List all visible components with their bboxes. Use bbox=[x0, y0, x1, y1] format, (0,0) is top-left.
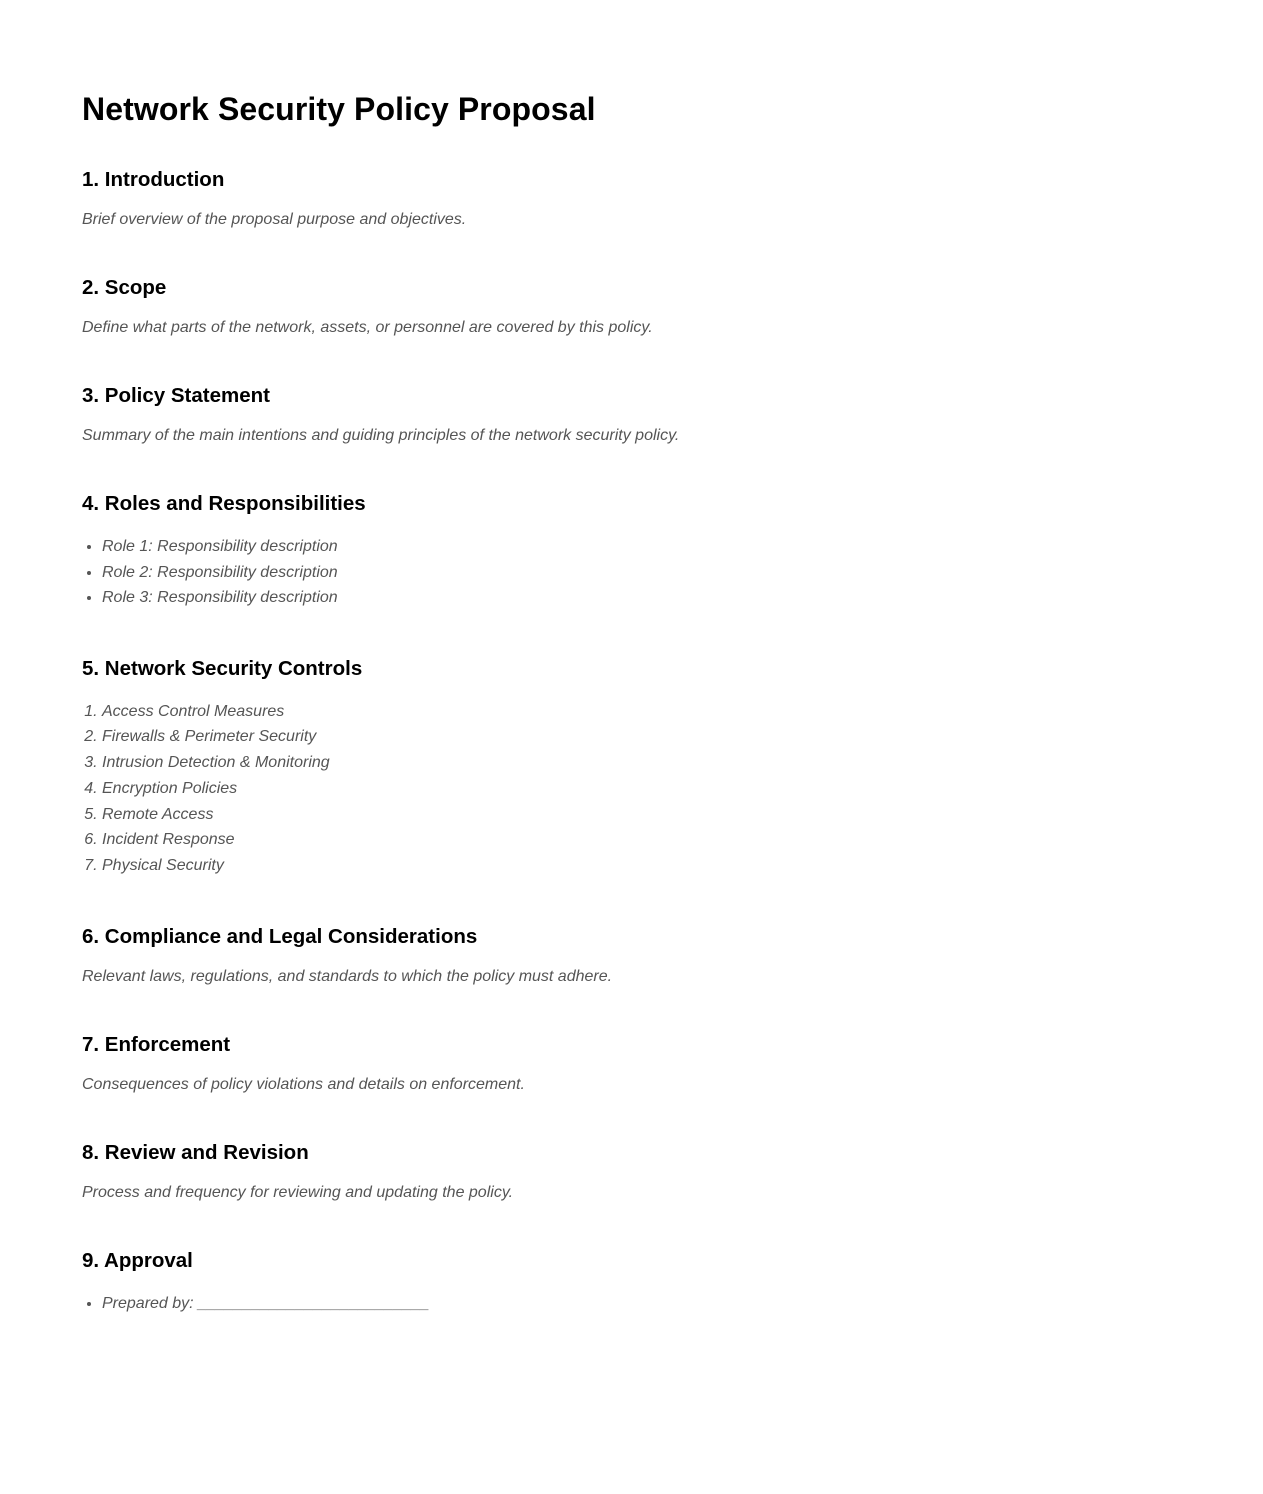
controls-list bbox=[82, 699, 1181, 879]
section-approval bbox=[82, 1248, 1181, 1317]
section-heading: 7. Enforcement bbox=[82, 1032, 231, 1056]
list-item: 5. Remote Access bbox=[102, 802, 1181, 828]
page-title: Network Security Policy Proposal bbox=[82, 91, 596, 127]
section-body: Process and frequency for reviewing and updating the policy. bbox=[82, 1183, 514, 1201]
section-introduction bbox=[82, 167, 1181, 230]
list-item: 6. Incident Response bbox=[102, 827, 1181, 853]
list-item: • Role 2: Responsibility description bbox=[102, 560, 1181, 586]
section-heading: 9. Approval bbox=[82, 1248, 193, 1272]
section-roles-responsibilities bbox=[82, 491, 1181, 611]
section-network-security-controls bbox=[82, 656, 1181, 879]
section-enforcement bbox=[82, 1032, 1181, 1095]
section-heading: 5. Network Security Controls bbox=[82, 656, 363, 680]
list-item: 2. Firewalls & Perimeter Security bbox=[102, 724, 1181, 750]
section-heading: 6. Compliance and Legal Considerations bbox=[82, 924, 478, 948]
list-item: 3. Intrusion Detection & Monitoring bbox=[102, 750, 1181, 776]
list-item: 4. Encryption Policies bbox=[102, 776, 1181, 802]
section-body: Consequences of policy violations and details on enforcement. bbox=[82, 1075, 525, 1093]
list-item: • Role 1: Responsibility description bbox=[102, 534, 1181, 560]
approval-list bbox=[82, 1291, 1181, 1317]
section-heading: 2. Scope bbox=[82, 276, 167, 299]
list-item: • Role 3: Responsibility description bbox=[102, 585, 1181, 611]
section-heading: 1. Introduction bbox=[82, 168, 225, 191]
section-body: Summary of the main intentions and guiding principles of the network security policy. bbox=[82, 427, 680, 444]
section-body: Brief overview of the proposal purpose and objectives. bbox=[82, 211, 467, 228]
section-compliance-legal bbox=[82, 924, 1181, 987]
section-review-revision bbox=[82, 1140, 1181, 1203]
section-heading: 8. Review and Revision bbox=[82, 1140, 309, 1164]
section-body: Define what parts of the network, assets, or personnel are covered by this policy. bbox=[82, 319, 653, 336]
section-scope bbox=[82, 275, 1181, 338]
section-heading: 3. Policy Statement bbox=[82, 384, 270, 407]
prepared-by-signature-line: • Prepared by: __________________________ bbox=[102, 1291, 1181, 1317]
list-item: 7. Physical Security bbox=[102, 853, 1181, 879]
section-body: Relevant laws, regulations, and standards to which the policy must adhere. bbox=[82, 967, 613, 985]
section-heading: 4. Roles and Responsibilities bbox=[82, 492, 366, 515]
roles-list bbox=[82, 534, 1181, 611]
section-policy-statement bbox=[82, 383, 1181, 446]
list-item: 1. Access Control Measures bbox=[102, 699, 1181, 725]
